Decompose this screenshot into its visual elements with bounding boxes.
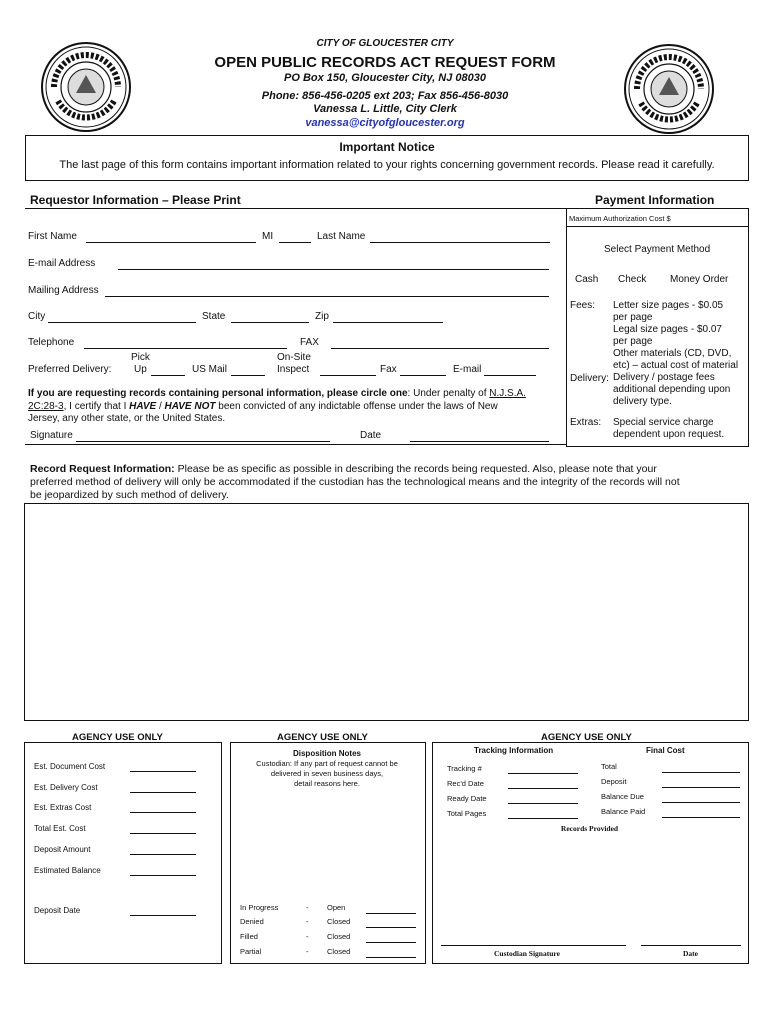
notice-title: Important Notice xyxy=(339,140,435,154)
total-pages-label: Total Pages xyxy=(447,809,487,818)
ready-date-field[interactable] xyxy=(508,803,578,804)
mi-label: MI xyxy=(262,231,274,242)
max-auth-field[interactable] xyxy=(566,226,748,227)
status-label: Partial xyxy=(240,947,262,956)
custodian-signature-label: Custodian Signature xyxy=(494,949,560,958)
total-est-cost-field[interactable] xyxy=(130,833,196,834)
deposit-amount-label: Deposit Amount xyxy=(34,845,91,854)
zip-field[interactable] xyxy=(333,322,443,323)
agency-use-heading-2: AGENCY USE ONLY xyxy=(277,732,368,743)
record-request-text: preferred method of delivery will only be accommodated if the custodian has the technological means and the integrity of the records will not xyxy=(30,476,680,488)
fees-details xyxy=(613,300,738,372)
fax-label: FAX xyxy=(300,337,319,348)
status-result: Closed xyxy=(327,947,351,956)
fax-field[interactable] xyxy=(331,348,549,349)
cert-bold-text: If you are requesting records containing personal information, please circle one xyxy=(28,388,408,399)
pickup-label-line2: Up xyxy=(134,364,147,375)
cert-text: been convicted of any indictable offense under the laws of New xyxy=(215,400,498,412)
max-auth-label: Maximum Authorization Cost $ xyxy=(569,214,671,223)
status-result: Closed xyxy=(327,932,351,941)
phone-fax: Phone: 856-456-0205 ext 203; Fax 856-456-8030 xyxy=(261,90,509,102)
status-label: Filled xyxy=(240,932,258,941)
extras-label: Extras: xyxy=(570,417,602,428)
cert-text: Jersey, any other state, or the United States. xyxy=(28,413,226,424)
custodian-date-label: Date xyxy=(683,949,698,958)
onsite-option[interactable] xyxy=(320,375,376,376)
date-field[interactable] xyxy=(410,441,549,442)
first-name-field[interactable] xyxy=(86,242,256,243)
divider xyxy=(25,208,566,209)
mi-field[interactable] xyxy=(279,242,311,243)
final-deposit-field[interactable] xyxy=(662,787,740,788)
recd-date-label: Rec'd Date xyxy=(447,779,484,788)
tracking-number-field[interactable] xyxy=(508,773,578,774)
fee-line: Other materials (CD, DVD, xyxy=(613,348,732,359)
ready-date-label: Ready Date xyxy=(447,794,487,803)
payment-heading: Payment Information xyxy=(595,193,715,207)
est-delivery-cost-label: Est. Delivery Cost xyxy=(34,783,98,792)
city-name: CITY OF GLOUCESTER CITY xyxy=(316,38,454,49)
status-dash: - xyxy=(306,932,309,941)
email-option[interactable] xyxy=(484,375,536,376)
check-option[interactable]: Check xyxy=(618,274,647,285)
extras-line: Special service charge xyxy=(613,417,714,428)
preferred-delivery-label: Preferred Delivery: xyxy=(28,364,112,375)
status-field[interactable] xyxy=(366,957,416,958)
clerk-email-link[interactable]: vanessa@cityofgloucester.org xyxy=(305,117,465,129)
money-order-option[interactable]: Money Order xyxy=(670,274,729,285)
delivery-line: additional depending upon xyxy=(613,384,731,395)
certification-text xyxy=(28,388,558,426)
signature-field[interactable] xyxy=(76,441,330,442)
fax-option[interactable] xyxy=(400,375,446,376)
status-field[interactable] xyxy=(366,927,416,928)
city-field[interactable] xyxy=(48,322,196,323)
status-result: Open xyxy=(327,903,346,912)
fee-line: Legal size pages - $0.07 xyxy=(613,324,722,335)
fee-line: Letter size pages - $0.05 xyxy=(613,300,724,311)
status-dash: - xyxy=(306,917,309,926)
est-extras-cost-field[interactable] xyxy=(130,812,196,813)
cert-statute-section: 2C:28-3 xyxy=(28,400,64,412)
email-option-label: E-mail xyxy=(453,364,482,375)
email-label: E-mail Address xyxy=(28,258,96,269)
disposition-line: Custodian: If any part of request cannot be xyxy=(256,759,398,768)
us-mail-label: US Mail xyxy=(192,364,228,375)
est-document-cost-label: Est. Document Cost xyxy=(34,762,106,771)
delivery-fee-details xyxy=(613,372,730,408)
status-dash: - xyxy=(306,947,309,956)
fax-option-label: Fax xyxy=(380,364,397,375)
status-field[interactable] xyxy=(366,913,416,914)
balance-paid-field[interactable] xyxy=(662,817,740,818)
record-request-heading: Record Request Information: xyxy=(30,463,175,475)
record-request-textarea[interactable] xyxy=(24,503,749,721)
status-label: Denied xyxy=(240,917,264,926)
cert-statute: N.J.S.A. xyxy=(489,388,526,399)
balance-due-field[interactable] xyxy=(662,802,740,803)
fee-line: per page xyxy=(613,336,653,347)
est-document-cost-field[interactable] xyxy=(130,771,196,772)
cert-text: : Under penalty of xyxy=(407,388,490,399)
final-deposit-label: Deposit xyxy=(601,777,627,786)
telephone-field[interactable] xyxy=(84,348,287,349)
us-mail-option[interactable] xyxy=(231,375,265,376)
tracking-title: Tracking Information xyxy=(474,746,554,755)
record-request-text: be jeopardized by such method of delivery. xyxy=(30,489,229,501)
deposit-amount-field[interactable] xyxy=(130,854,196,855)
zip-label: Zip xyxy=(315,311,329,322)
final-total-label: Total xyxy=(601,762,617,771)
telephone-label: Telephone xyxy=(28,337,75,348)
extras-details xyxy=(613,417,724,441)
mailing-label: Mailing Address xyxy=(28,285,99,296)
records-provided-area[interactable] xyxy=(440,835,738,943)
mailing-field[interactable] xyxy=(105,296,549,297)
status-result: Closed xyxy=(327,917,351,926)
agency-use-heading-3: AGENCY USE ONLY xyxy=(541,732,632,743)
record-request-text: Please be as specific as possible in describing the records being requested. Also, please note that your xyxy=(174,463,657,475)
last-name-label: Last Name xyxy=(317,231,366,242)
cert-have-not-option[interactable]: HAVE NOT xyxy=(164,400,216,412)
clerk-name: Vanessa L. Little, City Clerk xyxy=(313,103,457,115)
form-title: OPEN PUBLIC RECORDS ACT REQUEST FORM xyxy=(214,54,556,71)
fee-line: etc) – actual cost of material xyxy=(613,360,739,371)
divider xyxy=(25,444,566,445)
requestor-heading: Requestor Information – Please Print xyxy=(30,193,241,207)
total-est-cost-label: Total Est. Cost xyxy=(34,824,86,833)
cash-option[interactable]: Cash xyxy=(575,274,599,285)
disposition-line: delivered in seven business days, xyxy=(270,769,384,778)
agency-use-heading-1: AGENCY USE ONLY xyxy=(72,732,163,743)
final-cost-title: Final Cost xyxy=(646,746,685,755)
total-pages-field[interactable] xyxy=(508,818,578,819)
pickup-label-line1: Pick xyxy=(131,352,150,363)
fee-line: per page xyxy=(613,312,653,323)
cert-have-option[interactable]: HAVE xyxy=(129,400,157,412)
delivery-line: Delivery / postage fees xyxy=(613,372,715,383)
date-label: Date xyxy=(360,430,382,441)
recd-date-field[interactable] xyxy=(508,788,578,789)
tracking-number-label: Tracking # xyxy=(447,764,482,773)
state-label: State xyxy=(202,311,226,322)
last-name-field[interactable] xyxy=(370,242,550,243)
status-dash: - xyxy=(306,903,309,912)
records-provided-label: Records Provided xyxy=(560,824,619,833)
record-request-instructions xyxy=(30,463,750,502)
custodian-signature-field[interactable] xyxy=(441,945,626,946)
est-delivery-cost-field[interactable] xyxy=(130,792,196,793)
onsite-label-line2: Inspect xyxy=(277,364,310,375)
delivery-line: delivery type. xyxy=(613,396,672,407)
onsite-label-line1: On-Site xyxy=(277,352,311,363)
estimated-balance-label: Estimated Balance xyxy=(34,866,101,875)
status-field[interactable] xyxy=(366,942,416,943)
disposition-line: detail reasons here. xyxy=(294,779,360,788)
deposit-date-field[interactable] xyxy=(130,915,196,916)
estimated-balance-field[interactable] xyxy=(130,875,196,876)
pickup-option[interactable] xyxy=(151,375,185,376)
cert-separator: / xyxy=(156,400,165,412)
signature-label: Signature xyxy=(30,430,73,441)
disposition-title: Disposition Notes xyxy=(292,749,361,758)
email-field[interactable] xyxy=(118,269,549,270)
city-label: City xyxy=(28,311,46,322)
disposition-instructions xyxy=(230,759,424,789)
balance-paid-label: Balance Paid xyxy=(601,807,646,816)
cert-text: , I certify that I xyxy=(63,400,130,412)
first-name-label: First Name xyxy=(28,231,77,242)
balance-due-label: Balance Due xyxy=(601,792,644,801)
est-extras-cost-label: Est. Extras Cost xyxy=(34,803,92,812)
final-total-field[interactable] xyxy=(662,772,740,773)
notice-text: The last page of this form contains important information related to your rights concerning government records. Please read it carefully. xyxy=(59,159,715,171)
deposit-date-label: Deposit Date xyxy=(34,906,81,915)
status-label: In Progress xyxy=(240,903,279,912)
address: PO Box 150, Gloucester City, NJ 08030 xyxy=(284,72,486,84)
extras-line: dependent upon request. xyxy=(613,429,725,440)
custodian-date-field[interactable] xyxy=(641,945,741,946)
state-field[interactable] xyxy=(231,322,309,323)
select-payment-label: Select Payment Method xyxy=(604,244,711,255)
delivery-fee-label: Delivery: xyxy=(570,373,609,384)
fees-label: Fees: xyxy=(570,300,596,311)
